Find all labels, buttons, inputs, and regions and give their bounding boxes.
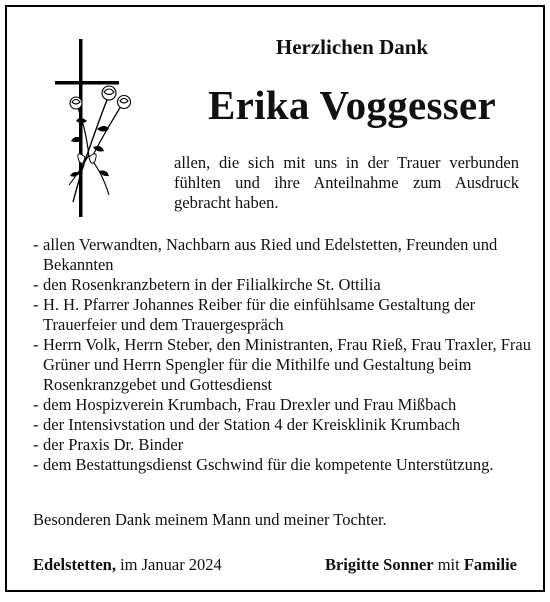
list-item: - allen Verwandten, Nachbarn aus Ried und Edelstetten, Freunden und Bekannten	[33, 235, 498, 274]
signer-name: Brigitte Sonner	[324, 555, 434, 574]
list-item: - Herrn Volk, Herrn Steber, den Ministranten, Frau Rieß, Frau Traxler, Frau Grüner und Herrn Spengler für die Mithilfe und Gestaltung beim Rosenkranzgebet und Gottesdienst	[33, 335, 531, 394]
signature	[325, 555, 517, 575]
signer-family: Familie	[463, 555, 517, 574]
place: Edelstetten,	[33, 555, 116, 574]
place-and-date	[33, 555, 222, 575]
list-item: - dem Bestattungsdienst Gschwind für die kompetente Unterstützung.	[33, 455, 494, 474]
notice-heading: Herzlichen Dank	[275, 35, 429, 59]
notice-footer	[33, 555, 517, 575]
thanks-paragraph: allen, die sich mit uns in der Trauer verbunden fühlten und ihre Anteilnahme zum Ausdruck gebracht haben.	[174, 153, 519, 212]
list-item: - H. H. Pfarrer Johannes Reiber für die einfühlsame Gestaltung der Trauerfeier und dem Trauergespräch	[33, 295, 476, 334]
cross-with-roses-icon	[47, 37, 137, 222]
acknowledgement-list	[33, 235, 533, 475]
deceased-name: Erika Voggesser	[207, 82, 497, 128]
date: im Januar 2024	[120, 555, 222, 574]
list-item: - der Praxis Dr. Binder	[33, 435, 184, 454]
signer-connector: mit	[437, 555, 460, 574]
obituary-thank-you-notice	[5, 5, 545, 592]
closing-line: Besonderen Dank meinem Mann und meiner Tochter.	[33, 510, 387, 529]
list-item: - dem Hospizverein Krumbach, Frau Drexler und Frau Mißbach	[33, 395, 457, 414]
list-item: - der Intensivstation und der Station 4 der Kreisklinik Krumbach	[33, 415, 460, 434]
list-item: - den Rosenkranzbetern in der Filialkirche St. Ottilia	[33, 275, 381, 294]
